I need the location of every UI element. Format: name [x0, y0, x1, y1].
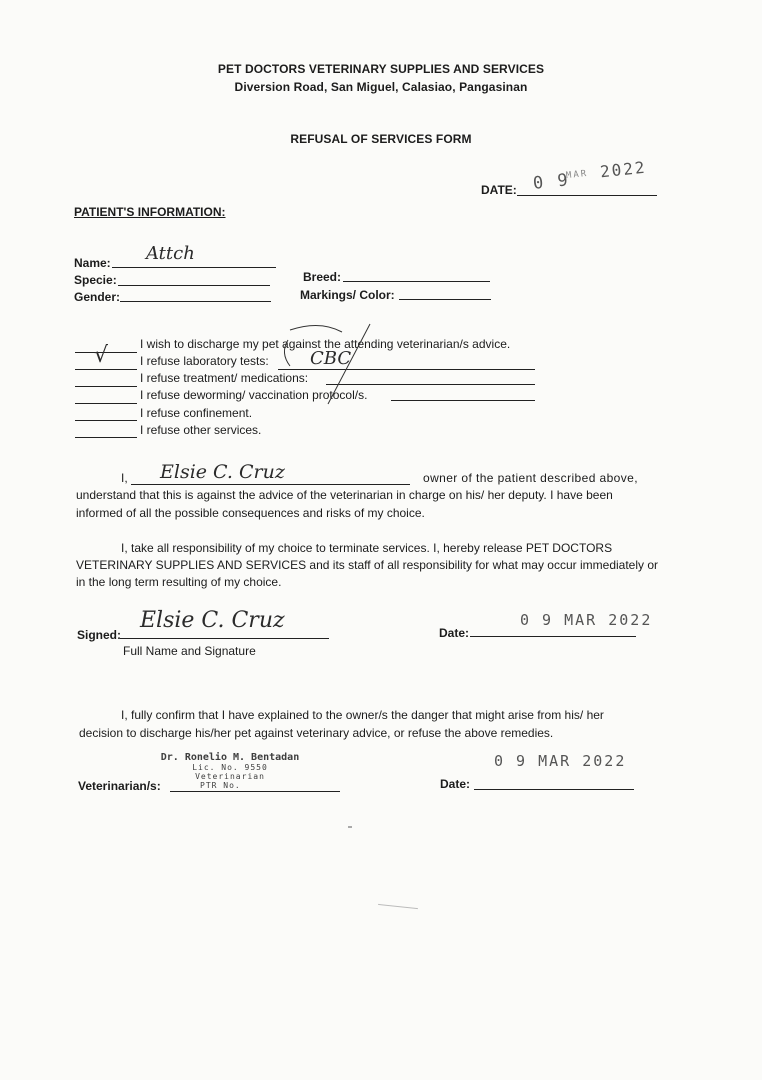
option-blank	[75, 369, 137, 370]
signature-caption: Full Name and Signature	[123, 644, 256, 658]
name-label: Name:	[74, 256, 111, 270]
breed-line	[343, 281, 490, 282]
company-address: Diversion Road, San Miguel, Calasiao, Pangasinan	[234, 80, 528, 94]
option-blank	[75, 437, 137, 438]
option-blank	[75, 420, 137, 421]
owner-name-line	[131, 484, 410, 485]
responsibility-line1: I, take all responsibility of my choice to terminate services. I, hereby release PET DOCTORS	[121, 541, 613, 555]
option-blank	[75, 386, 137, 387]
name-line	[112, 267, 276, 268]
vet-stamp-title: Veterinarian	[195, 772, 265, 781]
date-label: DATE:	[481, 183, 517, 197]
name-value: Attch	[146, 243, 195, 264]
form-title: REFUSAL OF SERVICES FORM	[290, 132, 472, 146]
option-other: I refuse other services.	[140, 423, 262, 437]
owner-date-line	[470, 636, 636, 637]
owner-line3: informed of all the possible consequences and risks of my choice.	[76, 506, 425, 520]
option-blank	[75, 403, 137, 404]
scan-mark	[378, 904, 418, 909]
signature-line	[120, 638, 329, 639]
option-deworming: I refuse deworming/ vaccination protocol/s.	[140, 388, 368, 402]
responsibility-line2: VETERINARY SUPPLIES AND SERVICES and its staff of all responsibility for what may occur immediately or	[76, 558, 659, 572]
responsibility-line3: in the long term resulting of my choice.	[76, 575, 282, 589]
vet-stamp-name: Dr. Ronelio M. Bentadan	[160, 752, 300, 763]
vet-date-line	[474, 789, 634, 790]
vet-confirm-line2: decision to discharge his/her pet against veterinary advice, or refuse the above remedies.	[79, 726, 554, 740]
scan-dot	[348, 826, 352, 828]
vet-date-label: Date:	[440, 777, 471, 791]
pen-marks	[270, 318, 380, 418]
vet-stamp-ptr: PTR No.	[200, 781, 241, 790]
vet-line	[170, 791, 340, 792]
option-treatment: I refuse treatment/ medications:	[140, 371, 309, 385]
owner-date-stamp: 0 9 MAR 2022	[520, 611, 653, 629]
deworming-line	[391, 400, 535, 401]
gender-line	[120, 301, 271, 302]
owner-line2: understand that this is against the advice of the veterinarian in charge on his/ her deputy. I have been	[76, 488, 613, 502]
lab-tests-note: CBC	[310, 348, 352, 369]
vet-label: Veterinarian/s:	[78, 779, 161, 793]
patient-section-title: PATIENT'S INFORMATION:	[74, 205, 226, 219]
option-confinement: I refuse confinement.	[140, 406, 253, 420]
vet-confirm-line1: I, fully confirm that I have explained to the owner/s the danger that might arise from his/ her	[121, 708, 604, 722]
breed-label: Breed:	[303, 270, 342, 284]
owner-line1-suffix: owner of the patient described above,	[423, 471, 638, 485]
date-stamp-year: 2022	[599, 157, 648, 182]
vet-stamp-license: Lic. No. 9550	[192, 763, 268, 772]
owner-name: Elsie C. Cruz	[160, 461, 285, 483]
date-stamp-day: 0 9	[532, 170, 571, 194]
option-discharge: I wish to discharge my pet against the attending veterinarian/s advice.	[140, 337, 511, 351]
owner-date-label: Date:	[439, 626, 470, 640]
gender-label: Gender:	[74, 290, 121, 304]
markings-label: Markings/ Color:	[300, 288, 395, 302]
date-line	[517, 195, 657, 196]
option-lab-tests: I refuse laboratory tests:	[140, 354, 269, 368]
specie-label: Specie:	[74, 273, 117, 287]
owner-prefix: I,	[121, 471, 128, 485]
date-stamp-month: MAR	[565, 168, 589, 182]
markings-line	[399, 299, 491, 300]
company-name: PET DOCTORS VETERINARY SUPPLIES AND SERVICES	[217, 62, 545, 76]
vet-stamp	[160, 752, 300, 790]
check-mark: √	[94, 343, 109, 368]
owner-signature: Elsie C. Cruz	[140, 608, 285, 633]
signed-label: Signed:	[77, 628, 121, 642]
vet-date-stamp: 0 9 MAR 2022	[494, 752, 627, 770]
specie-line	[118, 285, 270, 286]
